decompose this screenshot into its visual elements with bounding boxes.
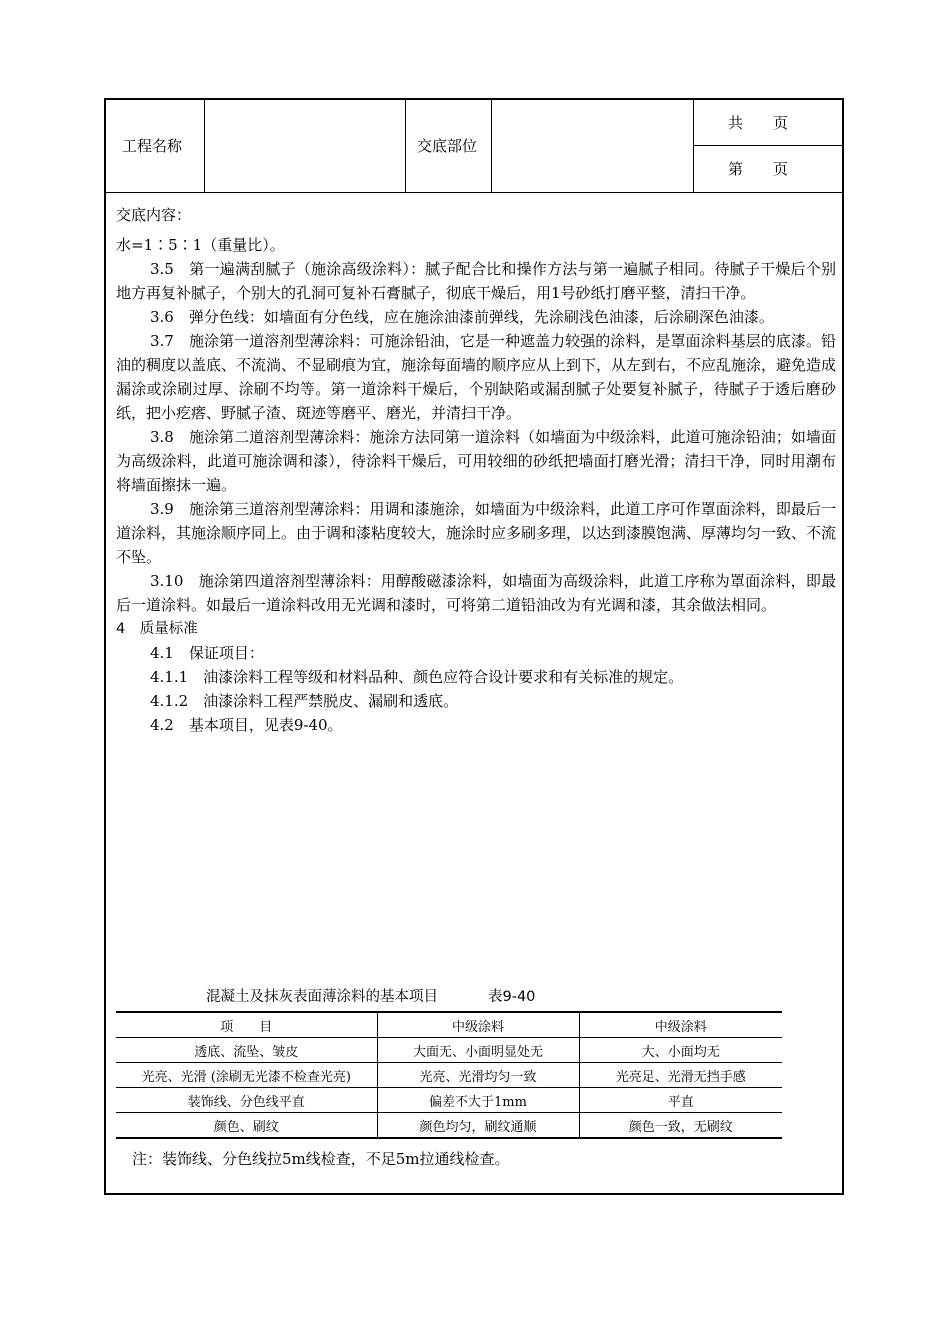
- table-header-cell: 项 目: [116, 1012, 377, 1038]
- section-item: 4.2 基本项目，见表9-40。: [150, 716, 343, 734]
- section-heading: 4 质量标准: [116, 621, 198, 637]
- header-divider: [693, 100, 694, 192]
- table-cell: 平直: [579, 1088, 782, 1113]
- content-label: 交底内容：: [116, 206, 192, 224]
- header-divider: [693, 145, 842, 146]
- table-note: 注：装饰线、分色线拉5m线检查，不足5m拉通线检查。: [132, 1150, 510, 1168]
- table-title: 混凝土及抹灰表面薄涂料的基本项目: [206, 989, 438, 1005]
- disclosure-content: [116, 203, 836, 737]
- header-table: [106, 100, 842, 193]
- header-divider: [491, 100, 492, 192]
- table-row: [116, 1088, 782, 1113]
- location-label: 交底部位: [417, 137, 478, 155]
- table-cell: 颜色一致，无刷纹: [579, 1113, 782, 1139]
- table-row: [116, 1038, 782, 1063]
- table-cell: 光亮足、光滑无挡手感: [579, 1063, 782, 1088]
- table-cell: 装饰线、分色线平直: [116, 1088, 377, 1113]
- paragraph: 3.7 施涂第一道溶剂型薄涂料：可施涂铅油，它是一种遮盖力较强的涂料，是罩面涂料基层的底漆。铅油的稠度以盖底、不流淌、不显刷痕为宜，施涂每面墙的顺序应从上到下，从左到右，不应乱施涂，避免造成漏涂或涂刷过厚、涂刷不均等。第一道涂料干燥后，个别缺陷或漏刮腻子处要复补腻子，待腻子于透后磨砂纸，把小疙瘩、野腻子渣、斑迹等磨平、磨光，并清扫干净。: [116, 332, 837, 422]
- table-cell: 颜色均匀，刷纹通顺: [377, 1113, 579, 1139]
- table-cell: 透底、流坠、皱皮: [116, 1038, 377, 1063]
- total-pages: 共 页: [728, 114, 789, 132]
- paragraph: 3.9 施涂第三道溶剂型薄涂料：用调和漆施涂，如墙面为中级涂料，此道工序可作罩面涂料，即最后一道涂料，其施涂顺序同上。由于调和漆粘度较大，施涂时应多刷多理，以达到漆膜饱满、厚薄均匀一致、不流不坠。: [116, 500, 837, 566]
- table-header-row: [116, 1012, 782, 1038]
- table-row: [116, 1063, 782, 1088]
- paragraph: 3.10 施涂第四道溶剂型薄涂料：用醇酸磁漆涂料，如墙面为高级涂料，此道工序称为罩面涂料，即最后一道涂料。如最后一道涂料改用无光调和漆时，可将第二道铅油改为有光调和漆，其余做法相同。: [116, 572, 836, 614]
- table-row: [116, 1113, 782, 1139]
- header-divider: [405, 100, 406, 192]
- paragraph: 3.5 第一遍满刮腻子（施涂高级涂料）：腻子配合比和操作方法与第一遍腻子相同。待腻子干燥后个别地方再复补腻子，个别大的孔洞可复补石膏腻子，彻底干燥后，用1号砂纸打磨平整，清扫干净。: [116, 260, 836, 302]
- project-name-label: 工程名称: [122, 137, 183, 155]
- quality-table: [116, 1011, 782, 1139]
- table-caption: [206, 987, 535, 1007]
- document-frame: [104, 98, 844, 1195]
- paragraph: 3.6 弹分色线：如墙面有分色线，应在施涂油漆前弹线，先涂刷浅色油漆，后涂刷深色油漆。: [150, 308, 774, 326]
- table-cell: 偏差不大于1mm: [377, 1088, 579, 1113]
- section-item: 4.1.1 油漆涂料工程等级和材料品种、颜色应符合设计要求和有关标准的规定。: [150, 668, 684, 686]
- table-number: 表9-40: [488, 989, 536, 1005]
- paragraph: 水=1∶5∶1（重量比）。: [116, 236, 285, 254]
- table-cell: 颜色、刷纹: [116, 1113, 377, 1139]
- page-number: 第 页: [728, 160, 789, 178]
- table-header-cell: 中级涂料: [377, 1012, 579, 1038]
- table-header-cell: 中级涂料: [579, 1012, 782, 1038]
- section-item: 4.1 保证项目：: [150, 644, 264, 662]
- header-divider: [204, 100, 205, 192]
- table-cell: 大面无、小面明显处无: [377, 1038, 579, 1063]
- table-cell: 光亮、光滑 (涂刷无光漆不检查光亮): [116, 1063, 377, 1088]
- table-cell: 光亮、光滑均匀一致: [377, 1063, 579, 1088]
- paragraph: 3.8 施涂第二道溶剂型薄涂料：施涂方法同第一道涂料（如墙面为中级涂料，此道可施涂铅油；如墙面为高级涂料，此道可施涂调和漆），待涂料干燥后，可用较细的砂纸把墙面打磨光滑；清扫干净，同时用潮布将墙面擦抹一遍。: [116, 428, 836, 494]
- section-item: 4.1.2 油漆涂料工程严禁脱皮、漏刷和透底。: [150, 692, 459, 710]
- table-cell: 大、小面均无: [579, 1038, 782, 1063]
